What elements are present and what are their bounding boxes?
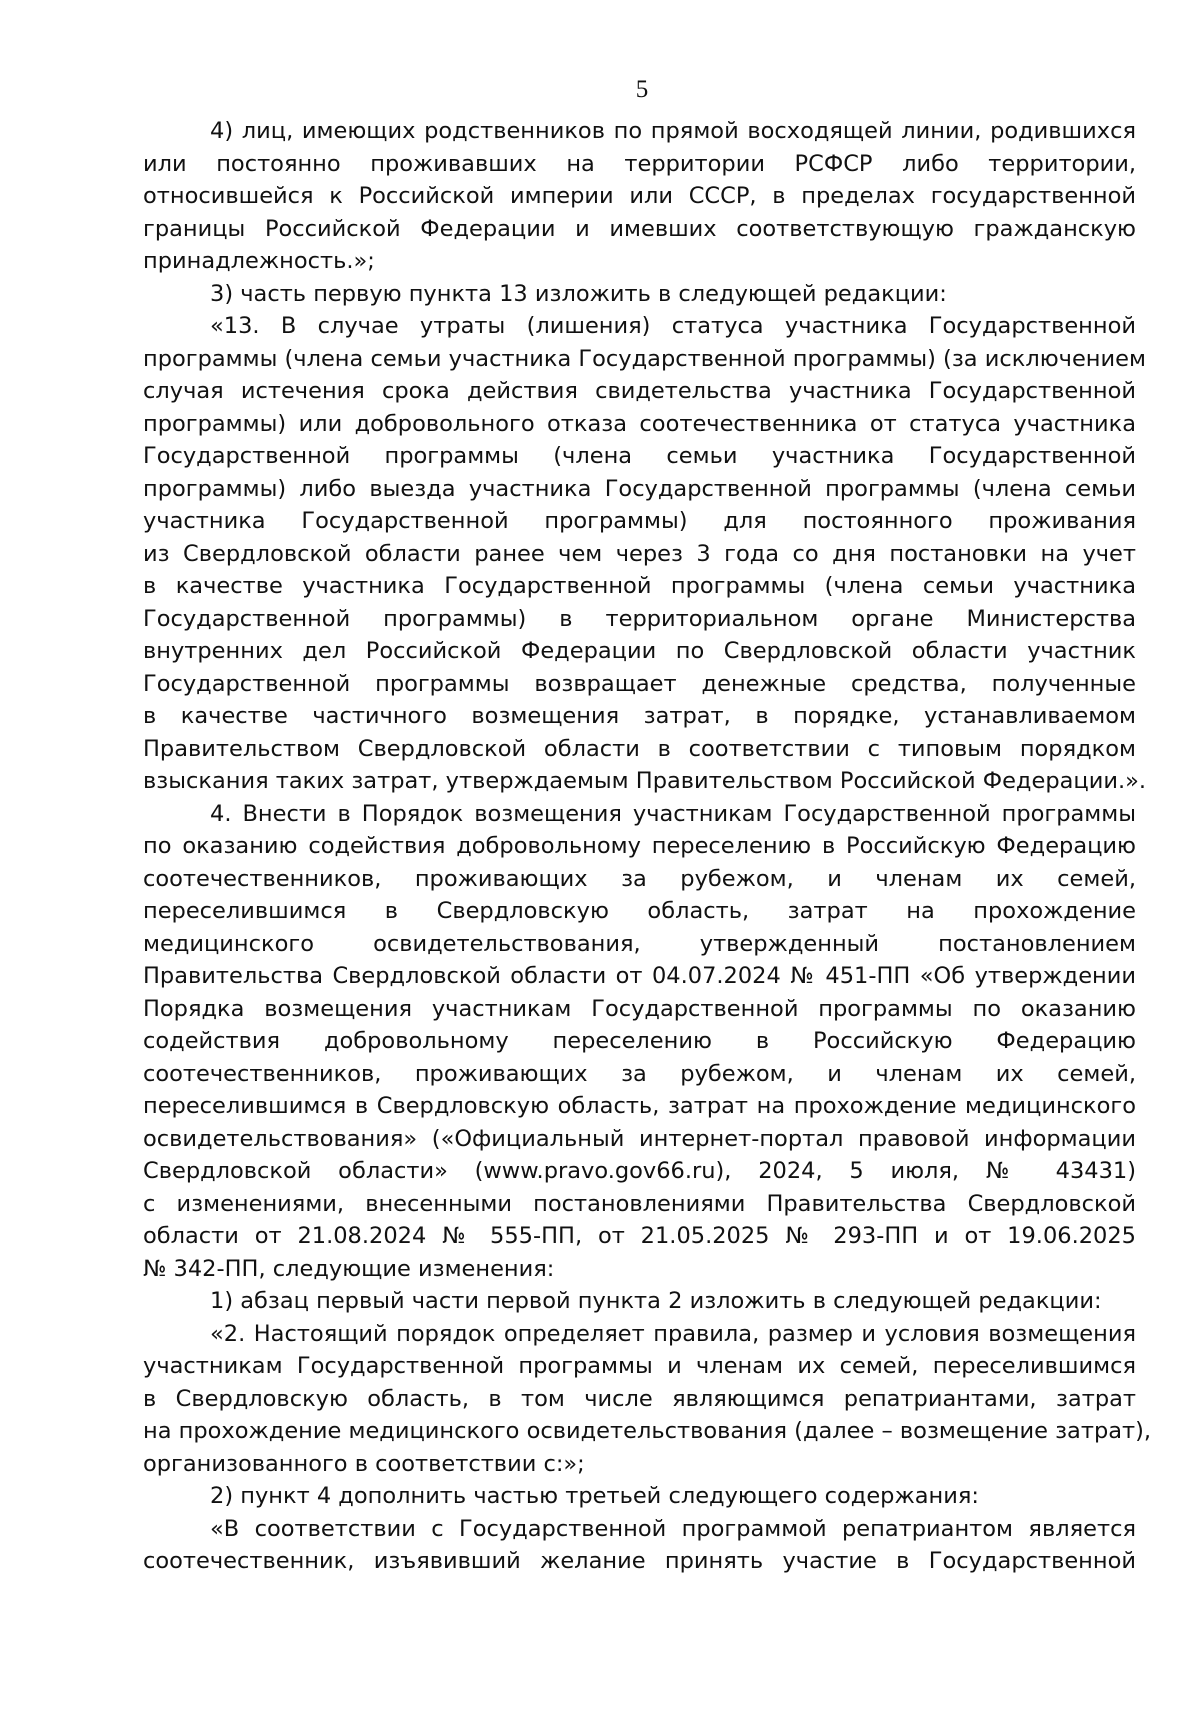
text-line: области от 21.08.2024 № 555-ПП, от 21.05.2025 № 293-ПП и от 19.06.2025 [143, 1223, 1136, 1249]
text-line: освидетельствования» («Официальный интернет-портал правовой информации [143, 1125, 1136, 1152]
text-line: участникам Государственной программы и членам их семей, переселившимся [143, 1353, 1136, 1379]
text-line: внутренних дел Российской Федерации по Свердловской области участник [143, 638, 1136, 664]
text-line: организованного в соответствии с:»; [143, 1450, 585, 1477]
text-line: или постоянно проживавших на территории РСФСР либо территории, [143, 150, 1136, 177]
text-line: содействия добровольному переселению в Российскую Федерацию [143, 1028, 1136, 1054]
text-line: 2) пункт 4 дополнить частью третьей следующего содержания: [210, 1483, 979, 1509]
text-line: Правительства Свердловской области от 04.07.2024 № 451-ПП «Об утверждении [143, 963, 1136, 989]
text-line: соотечественник, изъявивший желание принять участие в Государственной [143, 1548, 1136, 1574]
text-line: программы) либо выезда участника Государственной программы (члена семьи [143, 475, 1136, 502]
text-line: границы Российской Федерации и имевших соответствующую гражданскую [143, 215, 1136, 242]
text-line: Порядка возмещения участникам Государственной программы по оказанию [143, 995, 1136, 1022]
text-line: 4) лиц, имеющих родственников по прямой восходящей линии, родившихся [210, 118, 1136, 144]
document-text [143, 115, 1152, 1578]
text-line: переселившимся в Свердловскую область, затрат на прохождение [143, 898, 1136, 924]
text-line: с изменениями, внесенными постановлениями Правительства Свердловской [143, 1190, 1136, 1217]
text-line: на прохождение медицинского освидетельствования (далее – возмещение затрат), [143, 1418, 1152, 1444]
text-line: относившейся к Российской империи или СССР, в пределах государственной [143, 183, 1136, 209]
text-line: медицинского освидетельствования, утвержденный постановлением [143, 930, 1136, 957]
text-line: «13. В случае утраты (лишения) статуса участника Государственной [210, 313, 1136, 339]
text-line: 3) часть первую пункта 13 изложить в следующей редакции: [210, 280, 947, 307]
text-line: Государственной программы возвращает денежные средства, полученные [143, 670, 1136, 697]
text-line: Правительством Свердловской области в соответствии с типовым порядком [143, 735, 1136, 762]
text-line: «В соответствии с Государственной программой репатриантом является [210, 1515, 1136, 1542]
text-line: в качестве частичного возмещения затрат, в порядке, устанавливаемом [143, 703, 1136, 729]
text-line: случая истечения срока действия свидетельства участника Государственной [143, 378, 1136, 404]
text-line: в качестве участника Государственной программы (члена семьи участника [143, 573, 1136, 599]
text-line: по оказанию содействия добровольному переселению в Российскую Федерацию [143, 833, 1136, 859]
text-line: Государственной программы (члена семьи участника Государственной [143, 443, 1136, 469]
text-line: взыскания таких затрат, утверждаемым Правительством Российской Федерации.». [143, 768, 1147, 794]
text-line: «2. Настоящий порядок определяет правила, размер и условия возмещения [210, 1320, 1136, 1347]
text-line: № 342-ПП, следующие изменения: [143, 1255, 555, 1282]
text-line: 4. Внести в Порядок возмещения участникам Государственной программы [210, 800, 1136, 827]
text-line: в Свердловскую область, в том числе являющимся репатриантами, затрат [143, 1385, 1136, 1412]
text-line: соотечественников, проживающих за рубежом, и членам их семей, [143, 865, 1136, 892]
text-line: участника Государственной программы) для постоянного проживания [143, 508, 1136, 534]
text-line: из Свердловской области ранее чем через 3 года со дня постановки на учет [143, 540, 1136, 567]
text-line: программы) или добровольного отказа соотечественника от статуса участника [143, 410, 1136, 437]
text-line: Государственной программы) в территориальном органе Министерства [143, 605, 1136, 632]
text-line: Свердловской области» (www.pravo.gov66.ru), 2024, 5 июля, № 43431) [143, 1158, 1136, 1184]
text-line: соотечественников, проживающих за рубежом, и членам их семей, [143, 1060, 1136, 1087]
text-line: программы (члена семьи участника Государственной программы) (за исключением [143, 345, 1146, 372]
text-line: принадлежность.»; [143, 248, 375, 274]
text-line: 1) абзац первый части первой пункта 2 изложить в следующей редакции: [210, 1288, 1102, 1314]
page-number: 5 [635, 76, 649, 103]
text-line: переселившимся в Свердловскую область, затрат на прохождение медицинского [143, 1093, 1136, 1119]
